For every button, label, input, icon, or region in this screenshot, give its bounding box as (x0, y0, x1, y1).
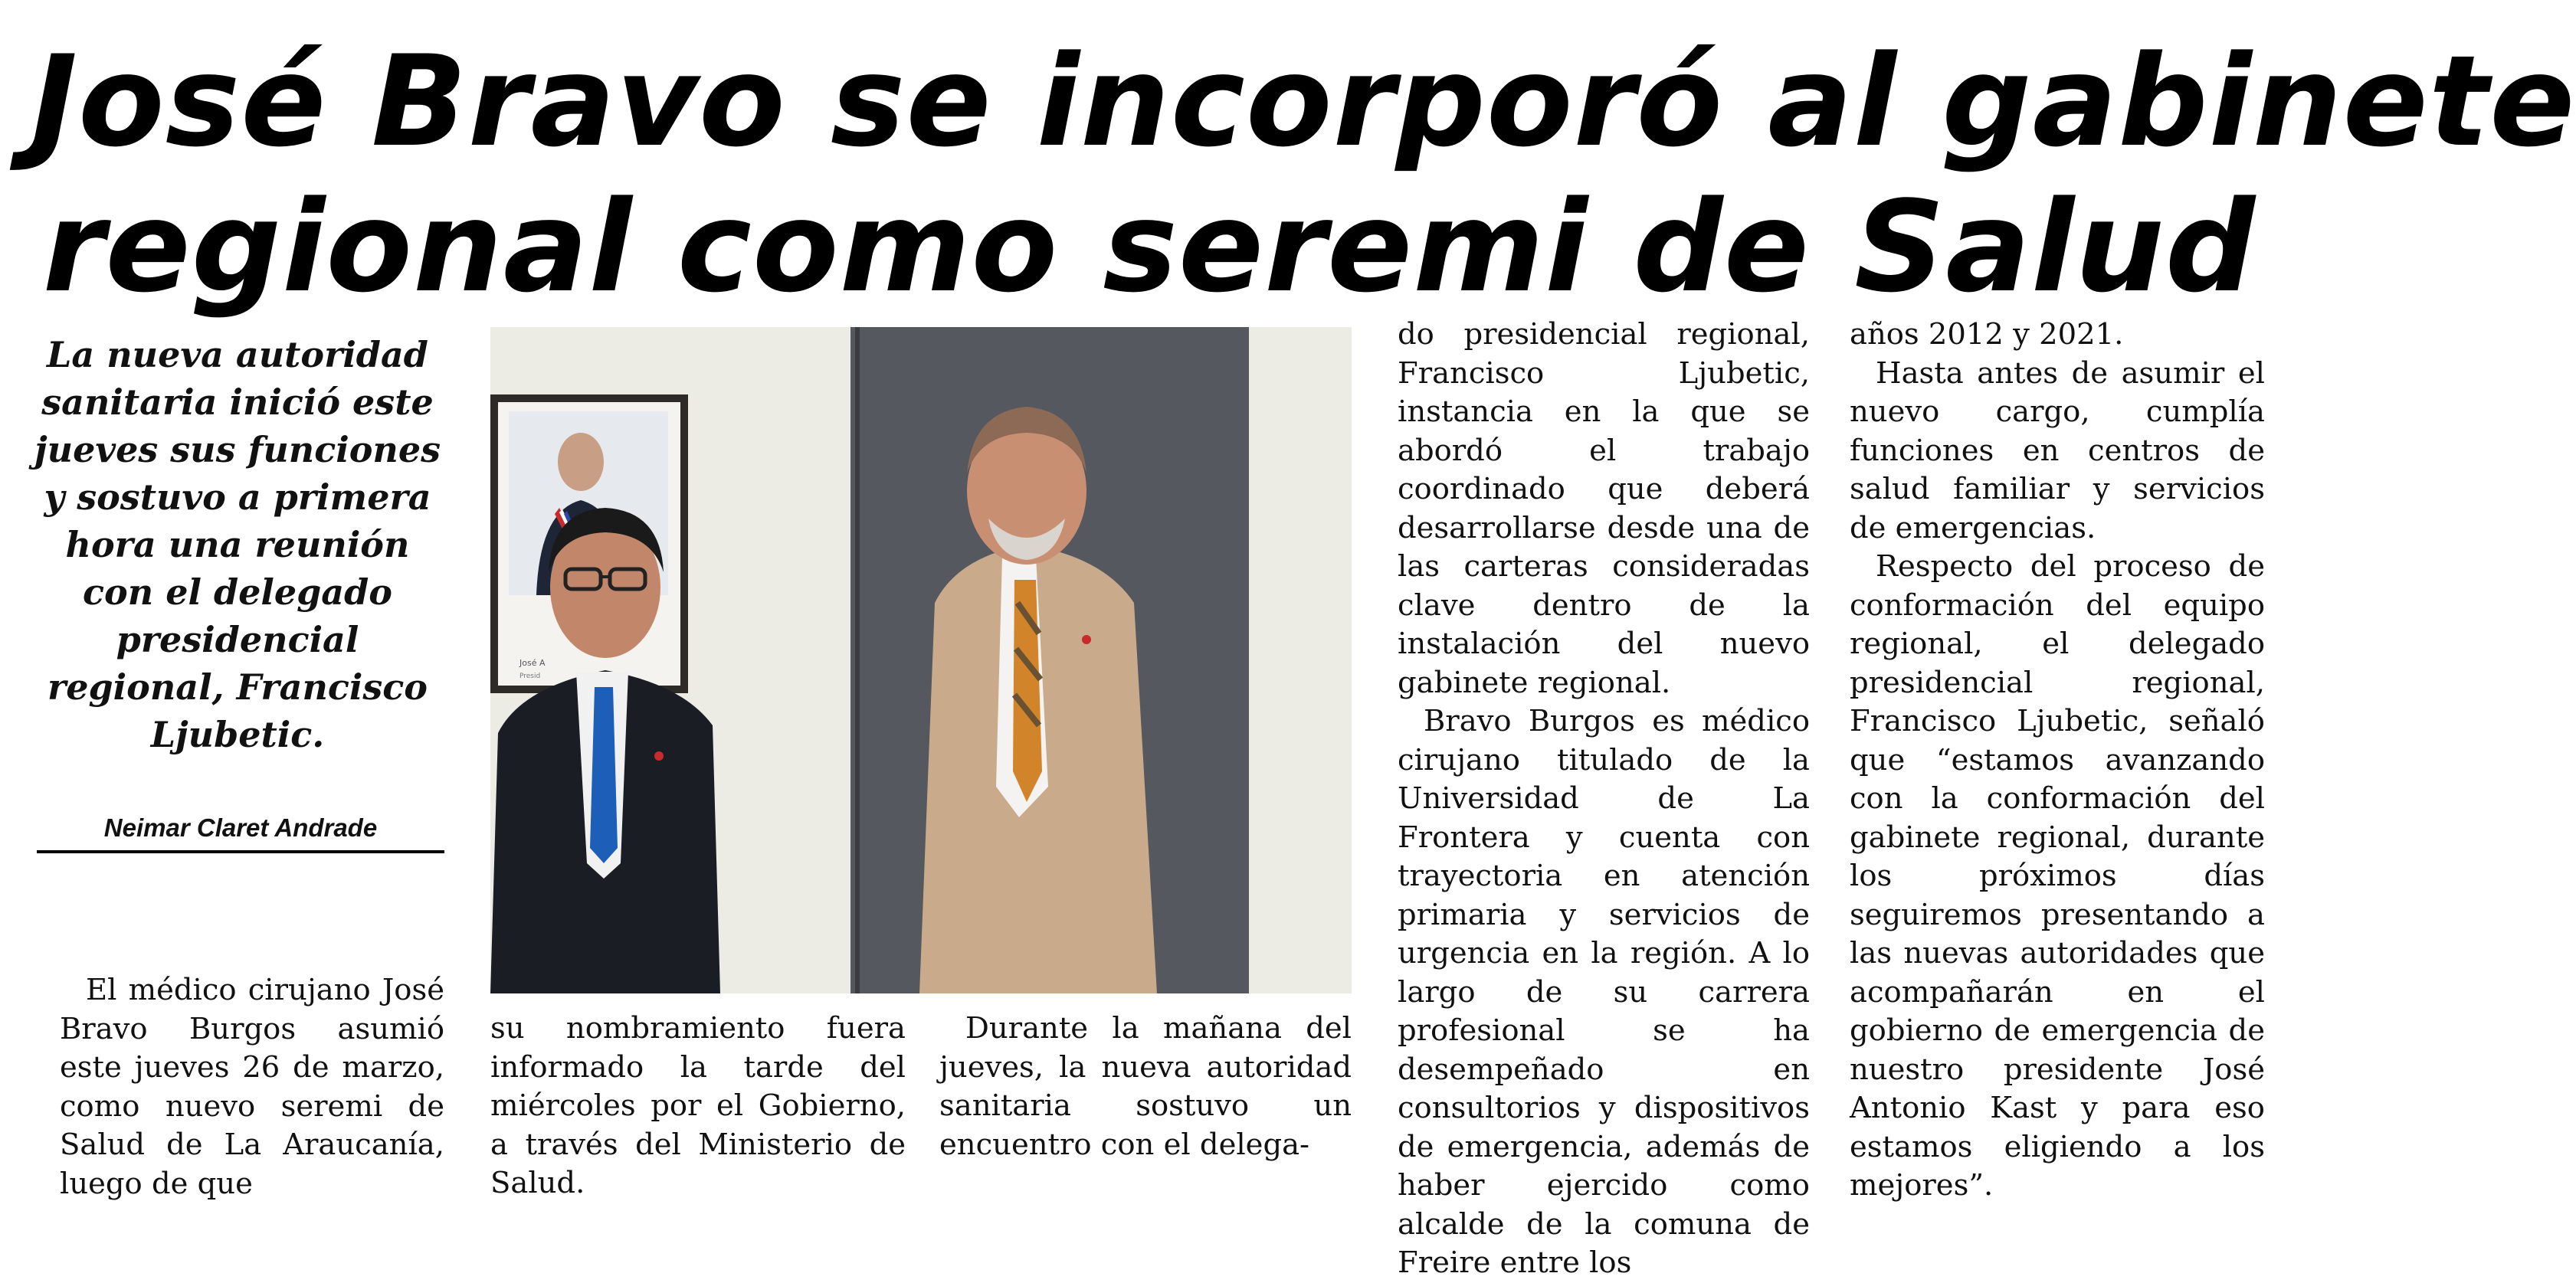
article-column-1 (60, 971, 444, 1203)
headline-line-1: José Bravo se incorporó al gabinete (31, 28, 2576, 175)
portrait-caption-1: José A (519, 658, 546, 668)
article-column-3 (939, 1010, 1352, 1164)
article-column-2 (490, 1010, 906, 1203)
paragraph: su nombramiento fuera informado la tarde del miércoles por el Gobierno, a través del Ministerio de Salud. (490, 1011, 906, 1200)
paragraph: Hasta antes de asumir el nuevo cargo, cumplía funciones en centros de salud familiar y servicios de emergencias. (1850, 355, 2265, 545)
paragraph: Durante la mañana del jueves, la nueva autoridad sanitaria sostuvo un encuentro con el delega- (939, 1011, 1352, 1162)
article-column-5 (1850, 316, 2265, 1206)
headline-line-2: regional como seremi de Salud (42, 174, 2256, 320)
article-column-4 (1398, 316, 1810, 1283)
byline: Neimar Claret Andrade (37, 813, 444, 853)
headline (31, 28, 2576, 320)
paragraph: Bravo Burgos es médico cirujano titulado de la Universidad de La Frontera y cuenta con trayectoria en atención primaria y servicios de urgencia en la región. A lo largo de su carrera profesional se ha desempeñado en consultorios y dispositivos de emergencia, además de haber ejercido como alcalde de la comuna de Freire entre los (1398, 704, 1810, 1280)
lede-summary: La nueva autoridad sanitaria inició este jueves sus funciones y sostuvo a primera hora una reunión con el delegado presidencial regional, Francisco Ljubetic. (34, 334, 441, 755)
article-photo (490, 327, 1352, 993)
paragraph: do presidencial regional, Francisco Ljubetic, instancia en la que se abordó el trabajo coordinado que deberá desarrollarse desde una de las carteras consideradas clave dentro de la instalación del nuevo gabinete regional. (1398, 317, 1810, 700)
paragraph: Respecto del proceso de conformación del equipo regional, el delegado presidencial regional, Francisco Ljubetic, señaló que “estamos avanzando con la conformación del gabinete regional, durante los próximos días seguiremos presentando a las nuevas autoridades que acompañarán en el gobierno de emergencia de nuestro presidente José Antonio Kast y para eso estamos eligiendo a los mejores”. (1850, 549, 2265, 1203)
photo-illustration (490, 327, 1352, 993)
paragraph: años 2012 y 2021. (1850, 317, 2124, 352)
portrait-caption-2: Presid (519, 673, 541, 680)
paragraph: El médico cirujano José Bravo Burgos asumió este jueves 26 de marzo, como nuevo seremi de Salud de La Araucanía, luego de que (60, 973, 444, 1201)
